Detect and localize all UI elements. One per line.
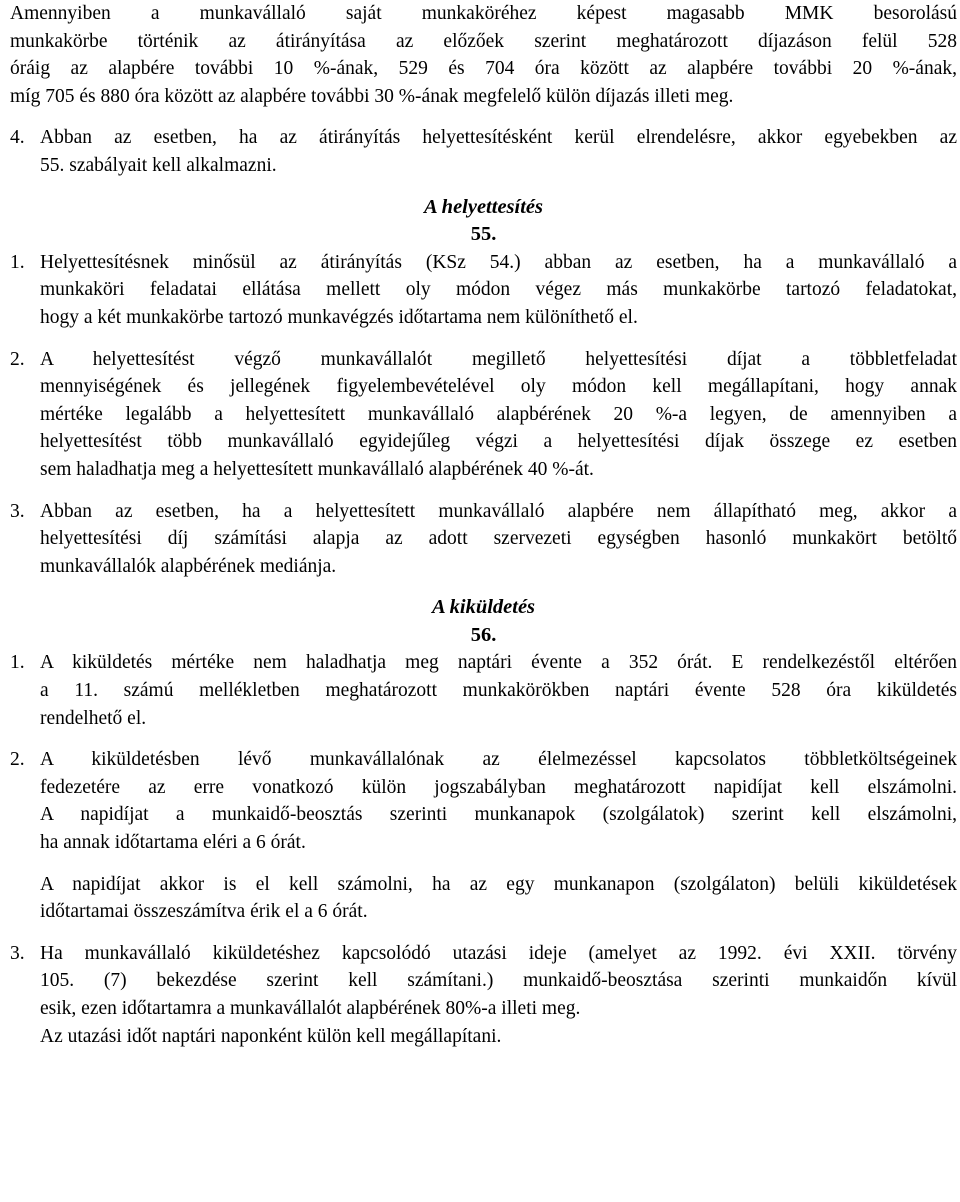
text-line: a 11. számú mellékletben meghatározott munkakörökben naptári évente 528 óra kiküldetés: [40, 680, 957, 702]
intro-paragraph: [10, 0, 957, 110]
text-line: 105. (7) bekezdése szerint kell számítani.) munkaidő-beosztása szerinti munkaidőn kívül: [40, 970, 957, 992]
item-number: 4.: [10, 127, 25, 149]
section-number-56: 56.: [470, 623, 497, 646]
text-line: Abban az esetben, ha a helyettesített munkavállaló alapbére nem állapítható meg, akkor a: [40, 500, 957, 522]
section-title-kikuldetes: A kiküldetés: [431, 596, 536, 619]
text-line: Ha munkavállaló kiküldetéshez kapcsolódó utazási ideje (amelyet az 1992. évi XXII. törvény: [40, 942, 957, 964]
section-number-55: 55.: [470, 223, 497, 246]
section55-item-3: [10, 498, 957, 581]
text-line: munkakörbe történik az átirányítása az előzőek szerint meghatározott díjazáson felül 528: [10, 30, 957, 52]
item-number: 2.: [10, 749, 25, 771]
item-number: 3.: [10, 500, 25, 522]
item-number: 1.: [10, 652, 25, 674]
text-line: helyettesítést több munkavállaló egyidejűleg végzi a helyettesítési díjak összege ez esetben: [40, 431, 957, 453]
text-line: munkavállalók alapbérének mediánja.: [40, 555, 337, 577]
text-line: A kiküldetés mértéke nem haladhatja meg naptári évente a 352 órát. E rendelkezéstől eltérően: [40, 652, 957, 674]
section56-item-2: [10, 746, 957, 926]
section55-item-2: [10, 346, 957, 484]
text-line: Amennyiben a munkavállaló saját munkaköréhez képest magasabb MMK besorolású: [10, 3, 957, 24]
text-line: rendelhető el.: [40, 707, 147, 729]
text-line: A napidíjat a munkaidő-beosztás szerinti munkanapok (szolgálatok) szerint kell elszámolni,: [40, 804, 957, 826]
text-line: munkaköri feladatai ellátása mellett oly módon végez más munkakörbe tartozó feladatokat,: [40, 279, 957, 301]
text-line: Az utazási időt naptári naponként külön kell megállapítani.: [40, 1025, 502, 1047]
text-line: 55. szabályait kell alkalmazni.: [40, 154, 277, 176]
section56-item-3: [10, 940, 957, 1050]
text-line: míg 705 és 880 óra között az alapbére további 30 %-ának megfelelő külön díjazás illeti meg.: [10, 85, 734, 107]
text-line: A napidíjat akkor is el kell számolni, ha az egy munkanapon (szolgálaton) belüli kiküldetések: [40, 873, 957, 895]
text-line: mértéke legalább a helyettesített munkavállaló alapbérének 20 %-a legyen, de amennyiben a: [40, 403, 957, 425]
text-line: sem haladhatja meg a helyettesített munkavállaló alapbérének 40 %-át.: [40, 458, 594, 480]
section-title-helyettesites: A helyettesítés: [424, 195, 543, 218]
list-item-4: [10, 124, 957, 179]
text-line: fedezetére az erre vonatkozó külön jogszabályban meghatározott napidíjat kell elszámolni.: [40, 776, 957, 798]
text-line: időtartamai összeszámítva érik el a 6 órát.: [40, 901, 368, 923]
text-line: mennyiségének és jellegének figyelembevételével oly módon kell megállapítani, hogy annak: [40, 376, 957, 398]
item-number: 2.: [10, 348, 25, 370]
text-line: esik, ezen időtartamra a munkavállalót alapbérének 80%-a illeti meg.: [40, 998, 581, 1019]
text-line: hogy a két munkakörbe tartozó munkavégzés időtartama nem különíthető el.: [40, 306, 638, 328]
section56-item-1: [10, 649, 957, 732]
text-line: A kiküldetésben lévő munkavállalónak az élelmezéssel kapcsolatos többletköltségeinek: [40, 749, 957, 771]
text-line: A helyettesítést végző munkavállalót megillető helyettesítési díjat a többletfeladat: [40, 348, 957, 370]
text-line: Helyettesítésnek minősül az átirányítás (KSz 54.) abban az esetben, ha a munkavállaló a: [40, 251, 957, 273]
text-line: helyettesítési díj számítási alapja az adott szervezeti egységben hasonló munkakört betöltő: [40, 528, 957, 550]
text-line: Abban az esetben, ha az átirányítás helyettesítésként kerül elrendelésre, akkor egyebekben az: [40, 127, 957, 149]
item-number: 3.: [10, 942, 25, 964]
item-number: 1.: [10, 251, 25, 273]
text-line: óráig az alapbére további 10 %-ának, 529 és 704 óra között az alapbére további 20 %-ának,: [10, 58, 957, 80]
section55-item-1: [10, 249, 957, 332]
text-line: ha annak időtartama eléri a 6 órát.: [40, 832, 306, 854]
